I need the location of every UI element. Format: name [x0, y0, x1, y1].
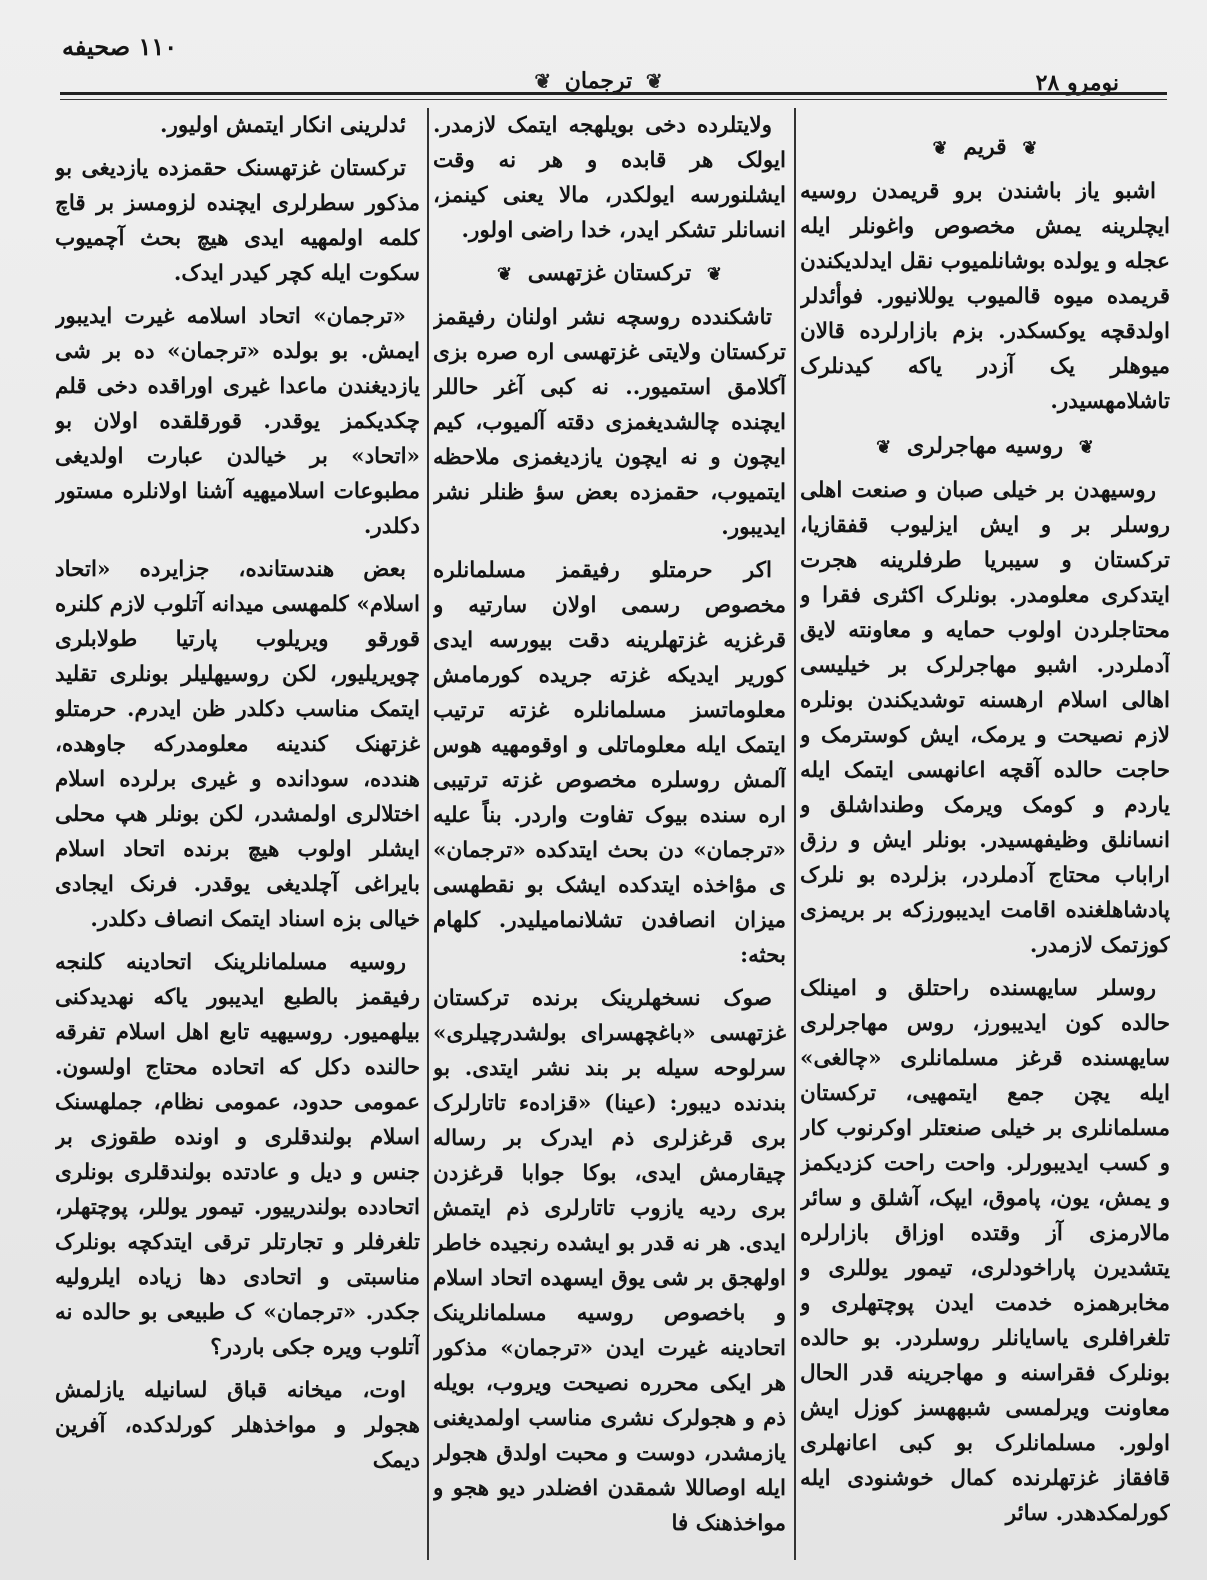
ornament-icon: ❦	[932, 138, 948, 159]
header-rule-thin	[60, 99, 1167, 100]
column-left	[55, 108, 420, 1580]
section-heading-russian-migrants	[800, 429, 1170, 465]
article-paragraph: اوت، میخانه قباق لسانیله یازلمش هجولر و مواخذهلر کورلدکده، آفرین دیمک	[55, 1378, 420, 1473]
article-paragraph: ترکستان غزتهسنک حقمزده یازدیغی بو مذکور سطرلری ایچنده لزومسز بر قاچ کلمه اولمهیه ایدی هیچ بحث آچمیوب سکوت ایله کچر کیدر ایدک.	[55, 156, 420, 286]
masthead-title	[40, 68, 1157, 94]
column-divider	[794, 108, 796, 1560]
page-header	[40, 28, 1157, 108]
article-paragraph: ئدلرینی انکار ایتمش اولیور.	[160, 113, 406, 138]
ornament-icon: ❦	[645, 69, 663, 93]
article-paragraph: ولایتلرده دخی بویلهجه ایتمک لازمدر. ایولک هر قابده و هر نه وقت ایشلنورسه ایولکدر، مالا یعنی کینمز، انسانلر تشکر ایدر، خدا راضی اولور.	[433, 113, 786, 243]
section-title: ترکستان غزتهسی	[527, 260, 692, 286]
column-divider	[427, 108, 429, 1560]
ornament-icon: ❦	[876, 437, 892, 458]
article-paragraph: «ترجمان» اتحاد اسلامه غیرت ایدیبور ایمش. بو بولده «ترجمان» ده بر شی یازدیغندن ماعدا غیری اوراقده دخی قلم چکدیکمز یوقدر. قورقلقده اولان بو «اتحاد» بر خیالدن عبارت اولدیغی مطبوعات اسلامیهیه آشنا اولانلره مستور دکلدر.	[55, 304, 420, 539]
ornament-icon: ❦	[534, 69, 552, 93]
ornament-icon: ❦	[497, 264, 513, 285]
article-paragraph: روسلر سایهسنده راحتلق و امینلک حالده کون ایدیبورز، روس مهاجرلری سایهسنده قرغز مسلمانلری «چالغی» ایله یچن جمع ایتمهیی، ترکستان مسلمانلری بر خیلی صنعتلر اوکرنوب کار و کسب ایدیبورلر. واحت راحت کزدیکمز و یمش، یون، پاموق، ایپک، آشلق و سائر مالارمزی آز وقتده اوزاق بازارلره یتشدیرن پاراخودلری، تیمور یوللری و مخابرهمزه خدمت ایدن پوچتهلری و تلغرافلری یاسایانلر روسلردر. بو حالده بونلرک فقراسنه و مهاجرینه قدر الحال معاونت ویرلمسی شبههسز کوزل ایش اولور. مسلمانلرک بو کبی اعانهلری قافقاز غزتهلرنده کمال خوشنودی ایله کورلمکدهدر. سائر	[800, 976, 1170, 1526]
article-paragraph: بعض هندستانده، جزایرده «اتحاد اسلام» کلمهسی میدانه آتلوب لازم کلنره قورقو ویریلوب پارتیا طولابلری چویریلیور، لکن روسیهلیلر بونلری تقلید ایتمک مناسب دکلدر ظن ایدرم. حرمتلو غزتهنک کندینه معلومدرکه جاوهده، هندده، سودانده و غیری برلرده اسلام اختلالری اولمشدر، لکن بونلر هپ محلی ایشلر اولوب هیچ برنده اتحاد اسلام بایراغی آچلدیغی یوقدر. فرنک ایجادی خیالی بزه اسناد ایتمک انصاف دکلدر.	[55, 557, 420, 932]
ornament-icon: ❦	[1078, 437, 1094, 458]
article-paragraph: روسیهدن بر خیلی صبان و صنعت اهلی روسلر بر و ایش ایزلیوب قفقازیا، ترکستان و سیبریا طرفلرینه هجرت ایتدکری معلومدر. بونلرک اکثری فقرا و محتاجلردن اولوب حمایه و معاونته لایق آدملردر. اشبو مهاجرلرک بر خیلیسی اهالی اسلام ارهسنه توشدیکندن بونلره لازم نصیحت و یرمک، ایش کوسترمک و حاجت حالده آقچه اعانهسی ایتمک ایله یاردم و کومک ویرمک وطنداشلق و انسانلق وظیفهسیدر. بونلر ایش و رزق اراباب محتاج آدملردر، بزلرده بو نلرک پادشاهلغنده اقامت ایدیبورزکه بر بریمزی کوزتمک لازمدر.	[800, 478, 1170, 958]
article-paragraph: روسیه مسلمانلرینک اتحادینه کلنجه رفیقمز بالطبع ایدیبور یاکه نهدیدکنی بیلهمیور. روسیهیه تابع اهل اسلام تفرقه حالنده دکل که اتحاده محتاج اولسون. عمومی حدود، عمومی نظام، جملهسنک اسلام بولندقلری و اونده طقوزی بر جنس و دیل و عادتده بولندقلری بونلری اتحادده بولندرییور. تیمور یوللر، پوچتهلر، تلغرفلر و تجارتلر ترقی ایتدکچه بونلرک مناسبتی و اتحادی دها زیاده ایلرولیه جکدر. «ترجمان» ک طبیعی بو حالده نه آتلوب ویره جکی باردر؟	[55, 950, 420, 1360]
article-paragraph: صوک نسخهلرینک برنده ترکستان غزتهسی «باغچهسرای بولشدرچیلری» سرلوحه سیله بر بند نشر ایتدی. بو بندنده دیبور: (عینا) «قزادهء تاتارلرک بری قرغزلری ذم ایدرک بر رساله چیقارمش ایدی، بوکا جوابا قرغزدن بری ردیه یازوب تاتارلری ذم ایتمش ایدی. هر نه قدر بو ایشده رنجیده خاطر اولهجق بر شی یوق ایسهده اتحاد اسلام و باخصوص روسیه مسلمانلرینک اتحادینه غیرت ایدن «ترجمان» مذکور هر ایکی محرره نصیحت ویروب، بویله ذم و هجولرک نشری مناسب اولمدیغنی یازمشدر، دوست و محبت اولدق هجولر ایله اوصاللا شمقدن افضلدر دیو هجو و مواخذهنک فا	[433, 986, 786, 1536]
section-title: روسیه مهاجرلری	[906, 433, 1064, 459]
article-paragraph: تاشکندده روسچه نشر اولنان رفیقمز ترکستان ولایتی غزتهسی اره صره بزی آکلامق استمیور.. نه کبی آغر حاللر ایچنده چالشدیغمزی دقته آلمیوب، کیم ایچون و نه ایچون یازدیغمزی ملاحظه ایتمیوب، حقمزده بعض سؤ ظنلر نشر ایدیبور.	[433, 305, 786, 540]
masthead-title-text: ترجمان	[564, 68, 633, 94]
section-heading-turkestan-gazette	[433, 256, 786, 292]
ornament-icon: ❦	[706, 264, 722, 285]
ornament-icon: ❦	[1022, 138, 1038, 159]
section-title: قریم	[963, 134, 1007, 160]
header-rule	[60, 92, 1167, 95]
article-paragraph: اشبو یاز باشندن برو قریمدن روسیه ایچلرینه یمش مخصوص واغونلر ایله عجله و یولده بوشانلمیوب نقل ایدلدیکندن قریمده میوه قالمیوب یوللانیور. فوأئدلر اولدقچه یوکسکدر. بزم بازارلرده قالان میوهلر یک آزدر یاکه کیدنلرک تاشلامهسیدر.	[800, 179, 1170, 414]
column-right	[800, 108, 1170, 1580]
article-paragraph: اکر حرمتلو رفیقمز مسلمانلره مخصوص رسمی اولان سارتیه و قرغزیه غزتهلرینه دقت بیورسه ایدی کوریر ایدیکه غزته جریده کورمامش معلوماتسز مسلمانلره غزته ترتیب ایتمک ایله معلوماتلی و اوقومهیه هوس آلمش روسلره مخصوص غزته ترتیبی اره سنده بیوک تفاوت واردر. بناً علیه «ترجمان» دن بحث ایتدکده «ترجمان» ی مؤاخذه ایتدکده ایشک بو نقطهسی میزان انصافدن تشلانمامیلیدر. کلهام بحثه:	[433, 558, 786, 968]
issue-number: نومرو ۲۸	[1035, 70, 1119, 96]
page-number: ۱۱۰ صحیفه	[62, 32, 178, 61]
column-middle	[433, 108, 786, 1580]
section-heading-crimea	[800, 130, 1170, 166]
